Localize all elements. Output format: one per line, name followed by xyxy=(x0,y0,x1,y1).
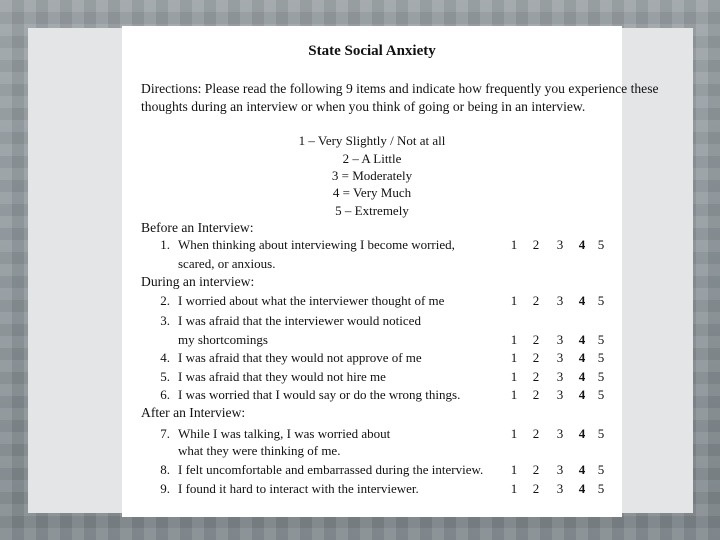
rating-4[interactable]: 4 xyxy=(578,462,586,477)
rating-3[interactable]: 3 xyxy=(556,237,564,252)
rating-4[interactable]: 4 xyxy=(578,237,586,252)
rating-2[interactable]: 2 xyxy=(532,481,540,496)
scale-option-3: 3 = Moderately xyxy=(331,168,413,183)
rating-2[interactable]: 2 xyxy=(532,369,540,384)
directions-line-2: thoughts during an interview or when you think of going or being in an interview. xyxy=(141,99,586,114)
rating-4[interactable]: 4 xyxy=(578,387,586,402)
rating-5[interactable]: 5 xyxy=(597,426,605,441)
item-text: When thinking about interviewing I become worried, xyxy=(178,237,455,252)
rating-5[interactable]: 5 xyxy=(597,481,605,496)
scale-option-1: 1 – Very Slightly / Not at all xyxy=(298,133,446,148)
rating-1[interactable]: 1 xyxy=(510,462,518,477)
rating-3[interactable]: 3 xyxy=(556,369,564,384)
item-number: 4. xyxy=(160,350,170,365)
rating-4[interactable]: 4 xyxy=(578,369,586,384)
rating-4[interactable]: 4 xyxy=(578,350,586,365)
item-number: 8. xyxy=(160,462,170,477)
rating-3[interactable]: 3 xyxy=(556,350,564,365)
scale-option-2: 2 – A Little xyxy=(342,151,402,166)
rating-5[interactable]: 5 xyxy=(597,387,605,402)
rating-1[interactable]: 1 xyxy=(510,481,518,496)
item-number: 6. xyxy=(160,387,170,402)
item-number: 1. xyxy=(160,237,170,252)
rating-1[interactable]: 1 xyxy=(510,387,518,402)
rating-2[interactable]: 2 xyxy=(532,332,540,347)
rating-3[interactable]: 3 xyxy=(556,387,564,402)
rating-5[interactable]: 5 xyxy=(597,462,605,477)
item-text-continued: my shortcomings xyxy=(178,332,268,347)
item-number: 7. xyxy=(160,426,170,441)
rating-1[interactable]: 1 xyxy=(510,332,518,347)
rating-5[interactable]: 5 xyxy=(597,350,605,365)
rating-5[interactable]: 5 xyxy=(597,293,605,308)
scale-option-4: 4 = Very Much xyxy=(332,185,412,200)
item-text: I worried about what the interviewer thought of me xyxy=(178,293,445,308)
questionnaire-document xyxy=(122,26,659,517)
item-number: 9. xyxy=(160,481,170,496)
section-before-interview: Before an Interview: xyxy=(141,220,254,235)
document-title: State Social Anxiety xyxy=(308,43,436,59)
rating-5[interactable]: 5 xyxy=(597,369,605,384)
scale-option-5: 5 – Extremely xyxy=(335,203,409,218)
rating-5[interactable]: 5 xyxy=(597,237,605,252)
rating-3[interactable]: 3 xyxy=(556,481,564,496)
rating-3[interactable]: 3 xyxy=(556,426,564,441)
section-after-interview: After an Interview: xyxy=(141,405,246,420)
rating-5[interactable]: 5 xyxy=(597,332,605,347)
rating-3[interactable]: 3 xyxy=(556,293,564,308)
item-text-continued: scared, or anxious. xyxy=(178,256,276,271)
rating-4[interactable]: 4 xyxy=(578,481,586,496)
item-number: 2. xyxy=(160,293,170,308)
item-text: While I was talking, I was worried about xyxy=(178,426,391,441)
rating-3[interactable]: 3 xyxy=(556,462,564,477)
item-text: I felt uncomfortable and embarrassed during the interview. xyxy=(178,462,484,477)
item-text: I was afraid that the interviewer would noticed xyxy=(178,313,421,328)
item-text: I found it hard to interact with the interviewer. xyxy=(178,481,419,496)
item-number: 3. xyxy=(160,313,170,328)
rating-3[interactable]: 3 xyxy=(556,332,564,347)
item-text: I was afraid that they would not hire me xyxy=(178,369,386,384)
rating-2[interactable]: 2 xyxy=(532,462,540,477)
directions-line-1: Directions: Please read the following 9 items and indicate how frequently you experience these xyxy=(141,81,659,96)
rating-4[interactable]: 4 xyxy=(578,293,586,308)
item-text: I was worried that I would say or do the wrong things. xyxy=(178,387,461,402)
item-number: 5. xyxy=(160,369,170,384)
rating-1[interactable]: 1 xyxy=(510,369,518,384)
rating-2[interactable]: 2 xyxy=(532,293,540,308)
rating-1[interactable]: 1 xyxy=(510,426,518,441)
rating-2[interactable]: 2 xyxy=(532,426,540,441)
rating-1[interactable]: 1 xyxy=(510,293,518,308)
section-during-interview: During an interview: xyxy=(141,274,255,289)
rating-2[interactable]: 2 xyxy=(532,387,540,402)
rating-1[interactable]: 1 xyxy=(510,350,518,365)
item-text-continued: what they were thinking of me. xyxy=(178,443,341,458)
rating-2[interactable]: 2 xyxy=(532,350,540,365)
rating-1[interactable]: 1 xyxy=(510,237,518,252)
item-text: I was afraid that they would not approve of me xyxy=(178,350,422,365)
rating-4[interactable]: 4 xyxy=(578,426,586,441)
rating-2[interactable]: 2 xyxy=(532,237,540,252)
rating-4[interactable]: 4 xyxy=(578,332,586,347)
